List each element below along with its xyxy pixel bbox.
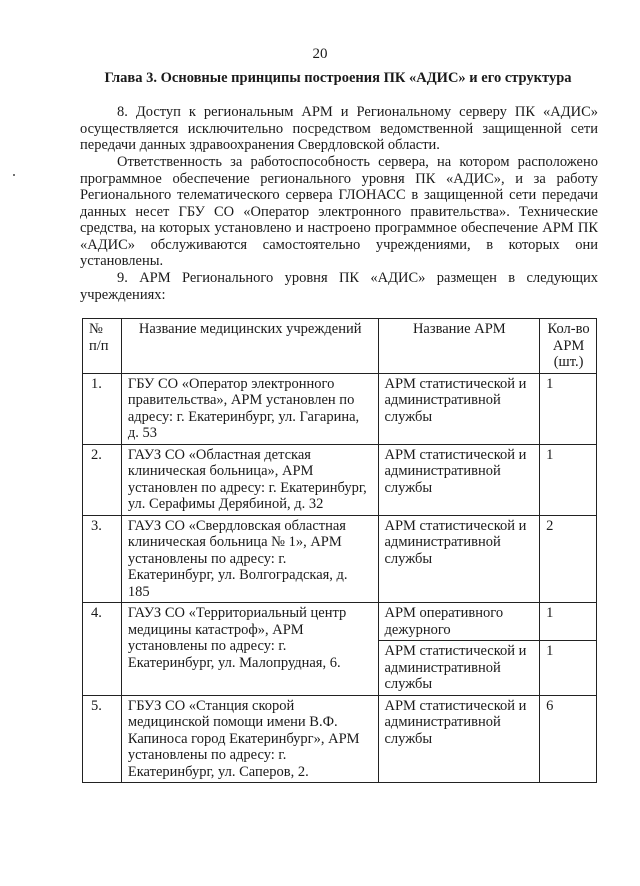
paragraph-responsibility <box>80 154 598 270</box>
row-num: 2. <box>83 444 122 515</box>
table-row <box>83 373 597 444</box>
row-arm: АРМ статистической и административной службы <box>378 641 540 696</box>
row-qty: 6 <box>540 695 597 783</box>
paragraph-text: Ответственность за работоспособность сервера, на котором расположено программное обеспечение регионального уровня ПК «АДИС», и за работу Регионального телематического сервера ГЛОНАСС в защищенной сети передачи данных несет ГБУ СО «Оператор электронного правительства». Технические средства, на которых установлено и настроено программное обеспечение АРМ ПК «АДИС» обслуживаются самостоятельно учреждениями, в которых они установлены. <box>80 154 598 269</box>
row-institution: ГБУ СО «Оператор электронного правительства», АРМ установлен по адресу: г. Екатеринбург, ул. Гагарина, д. 53 <box>121 373 378 444</box>
row-arm: АРМ статистической и административной службы <box>378 444 540 515</box>
row-num: 5. <box>83 695 122 783</box>
row-arm: АРМ статистической и административной службы <box>378 695 540 783</box>
table-row <box>83 444 597 515</box>
table-header-row <box>83 319 597 374</box>
chapter-title: Глава 3. Основные принципы построения ПК «АДИС» и его структура <box>104 70 572 86</box>
row-qty: 1 <box>540 641 597 696</box>
header-qty: Кол-во АРМ (шт.) <box>540 319 597 374</box>
row-num: 3. <box>83 515 122 603</box>
row-institution: ГАУЗ СО «Территориальный центр медицины катастроф», АРМ установлены по адресу: г. Екатеринбург, ул. Малопрудная, 6. <box>121 603 378 696</box>
row-qty: 2 <box>540 515 597 603</box>
row-arm: АРМ статистической и административной службы <box>378 515 540 603</box>
row-qty: 1 <box>540 603 597 641</box>
table-header <box>83 319 597 374</box>
page-number: 20 <box>312 46 328 62</box>
margin-mark <box>13 174 15 176</box>
paragraph-text: 9. АРМ Регионального уровня ПК «АДИС» размещен в следующих учреждениях: <box>80 270 598 303</box>
table-body <box>83 373 597 783</box>
table-row <box>83 603 597 641</box>
header-arm: Название АРМ <box>378 319 540 374</box>
row-qty: 1 <box>540 444 597 515</box>
header-institution: Название медицинских учреждений <box>121 319 378 374</box>
paragraph-access <box>80 104 598 154</box>
row-institution: ГАУЗ СО «Свердловская областная клиническая больница № 1», АРМ установлены по адресу: г. Екатеринбург, ул. Волгоградская, д. 185 <box>121 515 378 603</box>
paragraph-placement <box>80 270 598 303</box>
row-num: 4. <box>83 603 122 696</box>
arm-institutions-table <box>82 318 597 783</box>
table-row <box>83 695 597 783</box>
table-row <box>83 515 597 603</box>
row-arm: АРМ статистической и административной службы <box>378 373 540 444</box>
row-institution: ГБУЗ СО «Станция скорой медицинской помощи имени В.Ф. Капиноса город Екатеринбург», АРМ установлены по адресу: г. Екатеринбург, ул. Саперов, 2. <box>121 695 378 783</box>
row-num: 1. <box>83 373 122 444</box>
paragraph-text: 8. Доступ к региональным АРМ и Региональному серверу ПК «АДИС» осуществляется исключительно посредством ведомственной защищенной сети передачи данных здравоохранения Свердловской области. <box>80 104 598 153</box>
row-institution: ГАУЗ СО «Областная детская клиническая больница», АРМ установлен по адресу: г. Екатеринбург, ул. Серафимы Дерябиной, д. 32 <box>121 444 378 515</box>
header-num: № п/п <box>83 319 122 374</box>
row-arm: АРМ оперативного дежурного <box>378 603 540 641</box>
row-qty: 1 <box>540 373 597 444</box>
